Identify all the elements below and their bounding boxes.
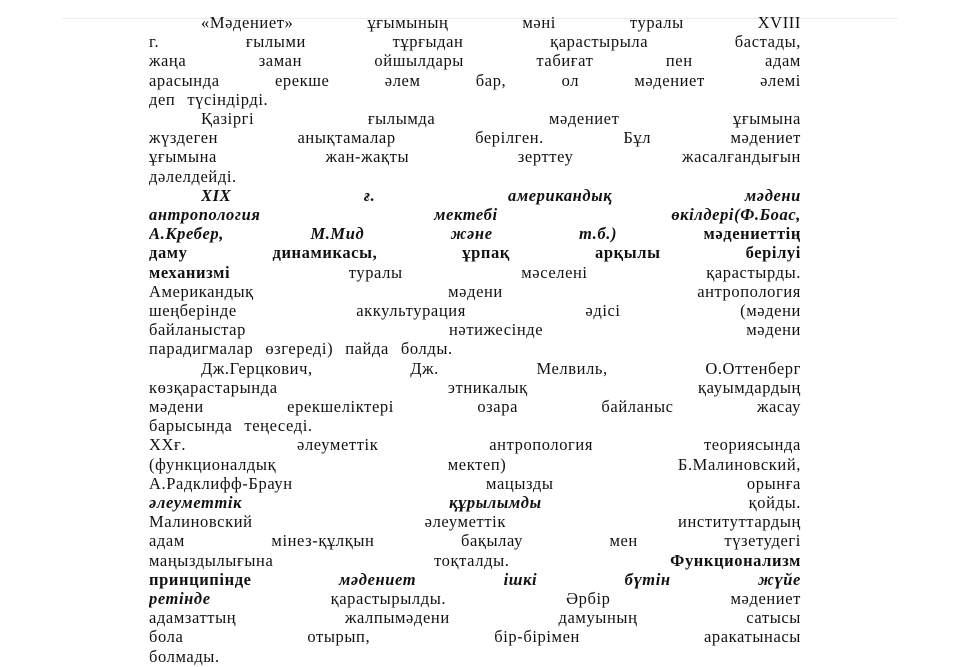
word: теңеседі.	[244, 416, 313, 436]
word: М.Мид	[310, 224, 365, 244]
word: ерекше	[274, 70, 330, 90]
word: жүйе	[758, 569, 801, 589]
word: (мәдени	[740, 301, 801, 320]
word: ретінде	[149, 589, 211, 608]
word: қойды.	[748, 493, 801, 512]
text-line	[149, 224, 801, 244]
word: XIX	[201, 185, 232, 205]
word: аккультурация	[356, 301, 466, 320]
word: теориясында	[703, 435, 801, 455]
word: мәдени	[448, 281, 503, 301]
word: бар,	[475, 70, 507, 90]
word: жаңа	[149, 51, 187, 71]
word: озара	[477, 397, 518, 416]
word: т.б.)	[579, 224, 618, 244]
word: қарастырылды.	[330, 589, 447, 608]
word: г.	[149, 32, 160, 52]
text-line	[201, 186, 801, 206]
word: Малиновский	[149, 512, 253, 532]
text-line	[149, 167, 801, 187]
text-line	[149, 339, 801, 359]
word: табиғат	[536, 51, 594, 71]
word: анықтамалар	[297, 128, 396, 148]
word: ғ.	[363, 185, 376, 205]
word: сатысы	[746, 608, 801, 628]
word: және	[450, 224, 493, 244]
word: мінез-құлқын	[271, 531, 375, 551]
word: ғылымда	[367, 109, 436, 128]
word: қарастырыла	[550, 32, 649, 52]
word: мектебі	[434, 205, 498, 224]
text-line	[149, 551, 801, 571]
text-line	[149, 378, 801, 398]
word: жалпымәдени	[344, 608, 450, 628]
word: мәдениет	[730, 589, 801, 608]
text-line	[149, 90, 801, 110]
word: ұғымына	[733, 109, 801, 128]
word: ғылыми	[245, 32, 306, 52]
word: бола	[149, 627, 184, 647]
word: ұғымының	[367, 13, 449, 32]
word: ұғымына	[149, 147, 217, 167]
text-line	[149, 147, 801, 167]
word: пен	[665, 51, 693, 71]
text-line	[149, 589, 801, 609]
word: адам	[765, 51, 801, 71]
word: принципінде	[149, 569, 252, 589]
word: Бұл	[623, 128, 652, 148]
word: XVIII	[757, 13, 801, 32]
word: мәдениет	[338, 569, 417, 589]
text-line	[149, 531, 801, 551]
word: арасында	[149, 70, 220, 90]
word: тұрғыдан	[392, 32, 464, 52]
word: Мелвиль,	[536, 358, 608, 378]
text-line	[149, 128, 801, 148]
word: ұрпақ	[462, 243, 510, 263]
word: ерекшеліктері	[287, 397, 394, 416]
text-line	[201, 109, 801, 129]
word: дәлелдейді.	[149, 166, 237, 186]
word: А.Кребер,	[149, 224, 225, 244]
text-line	[149, 71, 801, 91]
word: әлеуметтік	[149, 493, 243, 512]
word: антропология	[149, 205, 261, 224]
text-line	[149, 416, 801, 436]
word: берілген.	[475, 128, 544, 148]
text-line	[149, 627, 801, 647]
word: Дж.	[410, 358, 439, 378]
word: аракатынаcы	[703, 627, 801, 647]
word: қауымдардың	[698, 377, 801, 397]
word: даму	[149, 243, 188, 263]
word: өзгереді)	[265, 339, 334, 359]
word: берілуі	[745, 243, 801, 263]
text-line	[149, 51, 801, 71]
word: мәдени	[746, 320, 801, 340]
text-line	[149, 320, 801, 340]
word: барысында	[149, 416, 233, 436]
word: нәтижесінде	[449, 320, 544, 340]
word: американдық	[507, 185, 613, 205]
word: туралы	[629, 13, 684, 32]
text-line	[149, 397, 801, 417]
word: бүтін	[624, 569, 671, 589]
text-line	[149, 263, 801, 283]
word: байланыс	[601, 397, 674, 416]
text-line	[149, 205, 801, 225]
word: заман	[258, 51, 303, 71]
text-line	[201, 359, 801, 379]
word: «Мәдениет»	[201, 13, 294, 32]
word: А.Радклифф-Браун	[149, 473, 293, 493]
text-line	[149, 512, 801, 532]
text-line	[149, 570, 801, 590]
word: бір-бірімен	[494, 627, 580, 647]
word: шеңберінде	[149, 301, 237, 320]
word: Әрбір	[566, 589, 611, 608]
text-line	[149, 282, 801, 302]
word: антропология	[489, 435, 594, 455]
word: мәдени	[744, 185, 801, 205]
word: орынға	[746, 473, 801, 493]
text-line	[149, 455, 801, 475]
word: ойшылдары	[374, 51, 464, 71]
word: пайда	[345, 339, 389, 359]
text-line	[149, 32, 801, 52]
text-line	[149, 243, 801, 263]
word: механизмі	[149, 262, 231, 282]
document-body	[149, 4, 801, 666]
text-line	[149, 435, 801, 455]
word: жүздеген	[149, 128, 219, 148]
word: бақылау	[460, 531, 523, 551]
word: Функционализм	[670, 550, 801, 570]
word: мәселені	[521, 262, 588, 282]
word: болмады.	[149, 646, 220, 666]
text-line	[149, 493, 801, 513]
word: өкілдері(Ф.Боас,	[671, 205, 801, 224]
word: динамикасы,	[272, 243, 378, 263]
word: антропология	[697, 281, 801, 301]
word: отырып,	[307, 627, 371, 647]
word: мәдениет	[634, 70, 705, 90]
word: мәдени	[149, 397, 204, 416]
word: дамуының	[558, 608, 638, 628]
word: Дж.Герцкович,	[201, 358, 313, 378]
word: институттардың	[678, 512, 801, 532]
word: әлем	[384, 70, 421, 90]
word: әлемі	[760, 70, 801, 90]
word: адамзаттың	[149, 608, 237, 628]
text-line	[149, 647, 801, 667]
word: парадигмалар	[149, 339, 254, 359]
word: Қазіргі	[201, 109, 255, 128]
text-line	[149, 608, 801, 628]
word: этникалық	[447, 377, 528, 397]
word: мектеп)	[447, 454, 507, 474]
text-line	[201, 13, 801, 33]
word: ол	[561, 70, 580, 90]
text-line	[149, 474, 801, 494]
word: мацызды	[486, 473, 554, 493]
word: әдісі	[585, 301, 621, 320]
word: мәні	[522, 13, 556, 32]
word: мен	[609, 531, 638, 551]
word: жасау	[757, 397, 801, 416]
word: болды.	[400, 339, 453, 359]
word: XXғ.	[149, 435, 187, 455]
word: мәдениет	[548, 109, 620, 128]
word: әлеуметтік	[297, 435, 379, 455]
word: Американдық	[149, 281, 254, 301]
word: тоқталды.	[434, 550, 510, 570]
word: қарастырды.	[706, 262, 801, 282]
word: көзқарастарында	[149, 377, 278, 397]
word: түзетудегі	[724, 531, 801, 551]
word: деп	[149, 89, 176, 109]
word: адам	[149, 531, 185, 551]
word: бастады,	[734, 32, 801, 52]
word: әлеуметтік	[424, 512, 506, 532]
word: құрылымды	[449, 493, 542, 512]
word: (функционалдық	[149, 454, 277, 474]
word: арқылы	[595, 243, 661, 263]
word: байланыстар	[149, 320, 246, 340]
word: жан-жақты	[325, 147, 410, 167]
word: О.Оттенберг	[705, 358, 801, 378]
word: мәдениет	[730, 128, 801, 148]
word: жасалғандығын	[682, 147, 801, 167]
word: туралы	[348, 262, 403, 282]
word: ішкі	[503, 569, 538, 589]
word: Б.Малиновский,	[677, 454, 801, 474]
text-line	[149, 301, 801, 321]
word: зерттеу	[517, 147, 574, 167]
word: түсіндірді.	[187, 89, 269, 109]
word: маңыздылығына	[149, 550, 274, 570]
word: мәдениеттің	[703, 224, 801, 244]
